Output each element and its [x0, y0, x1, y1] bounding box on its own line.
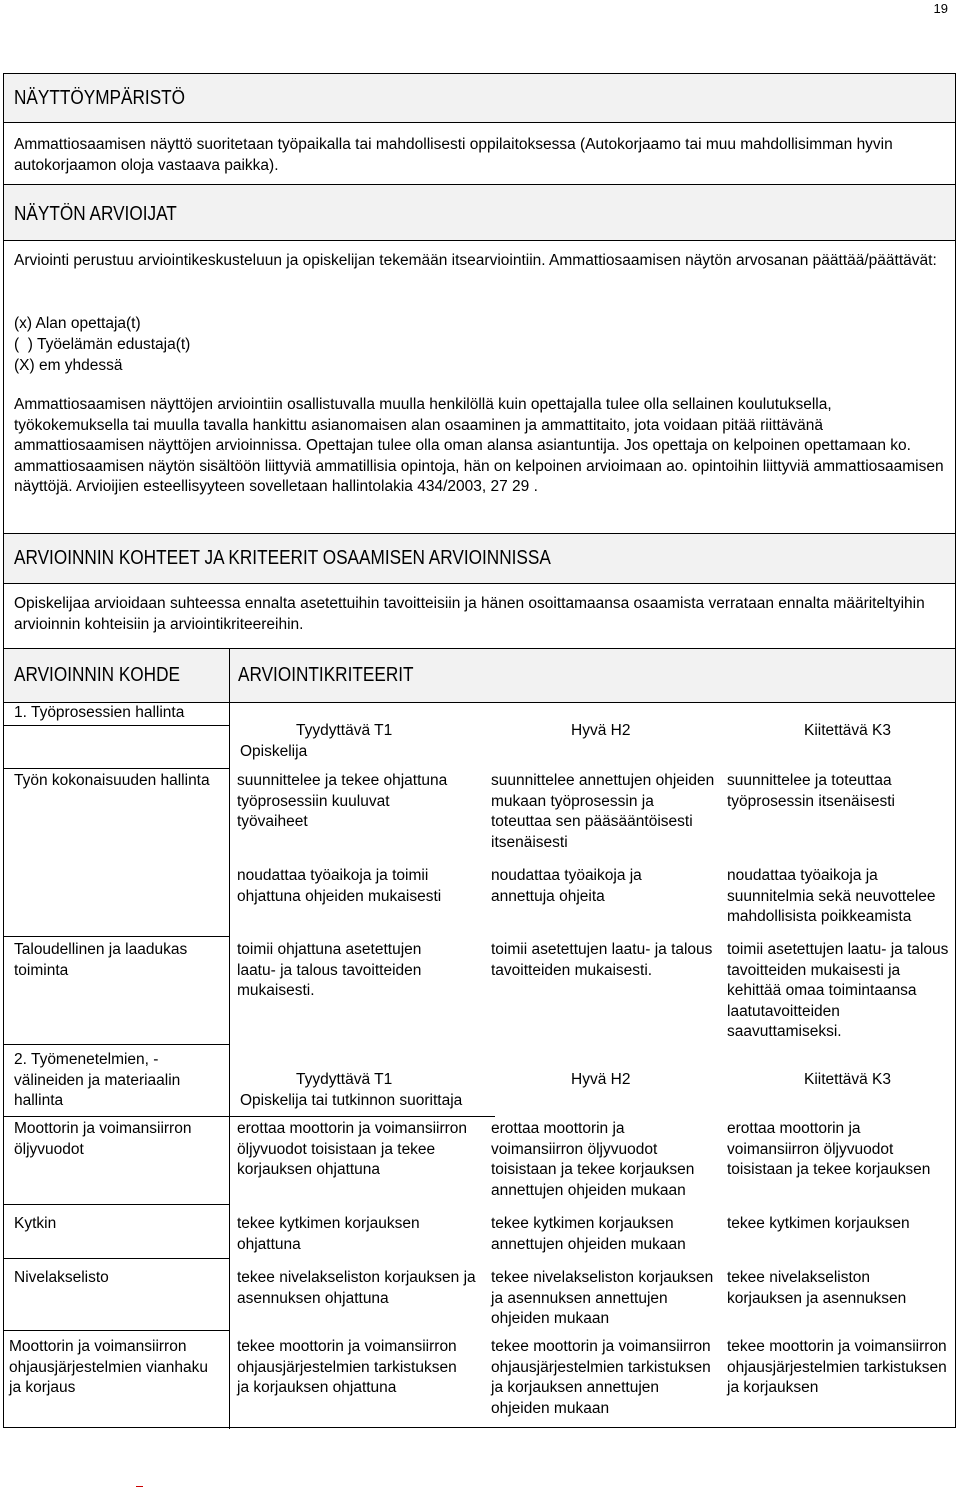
assessors-text-2: Ammattiosaamisen näyttöjen arviointiin osallistuvalla muulla henkilöllä kuin opettajalla tulee olla sellainen koulutuksella, työkokemuksella tai muulla tavalla hankittu asianomaisen alan osaaminen ja ammattitaito, jota voidaan pitää riittävänä ammattiosaamisen näyttöjen arvioinnissa. Opettajan tulee olla oman alansa asiantuntija. Jos opettaja on kelpoinen opettamaan ko. ammattiosaamisen näytön sisältöön liittyviä ammatillisia opintoja, hän on kelpoinen arvioimaan ao. opintoihin liittyviä ammattiosaamisen näyttöjä. Arvioijien esteellisyyteen sovelletaan hallintolakia 434/2003, 27 29 . [14, 396, 944, 496]
subject-label: Opiskelija tai tutkinnon suorittaja [240, 1092, 463, 1109]
criteria-k3: tekee moottorin ja voimansiirron ohjausjärjestelmien tarkistuksen ja korjauksen [727, 1338, 947, 1397]
criteria-k3: toimii asetettujen laatu- ja talous tavoitteiden mukaisesti ja kehittää omaa toimintaansa laatutavoitteiden saavuttamiseksi. [727, 941, 949, 1041]
criteria-t1: tekee kytkimen korjauksen ohjattuna [237, 1215, 420, 1253]
assessor-option-worklife: ( ) Työelämän edustaja(t) [14, 336, 191, 353]
targets-text: Opiskelijaa arvioidaan suhteessa ennalta asetettuihin tavoitteisiin ja hänen osoittamaansa osaamista verrataan ennalta määriteltyihin arvioinnin kohteisiin ja arviointikriteereihin. [14, 595, 925, 633]
table-subject-divider [229, 1116, 495, 1117]
criteria-h2: suunnittelee annettujen ohjeiden mukaan työprosessin ja toteuttaa sen pääsääntöisesti itsenäisesti [491, 772, 715, 851]
table-row-divider [4, 1116, 229, 1117]
criteria-h2: erottaa moottorin ja voimansiirron öljyvuodot toisistaan ja tekee korjauksen annettujen ohjeiden mukaan [491, 1120, 695, 1199]
grade-k3: Kiitettävä K3 [804, 722, 892, 739]
table-header-target: ARVIOINNIN KOHDE [14, 664, 180, 686]
criteria-k3: noudattaa työaikoja ja suunnitelmia sekä neuvottelee mahdollisista poikkeamista [727, 867, 936, 926]
criteria-k3: tekee nivelakseliston korjauksen ja asennuksen [727, 1269, 907, 1307]
criteria-t1: erottaa moottorin ja voimansiirron öljyvuodot toisistaan ja tekee korjauksen ohjattuna [237, 1120, 468, 1179]
criteria-k3: erottaa moottorin ja voimansiirron öljyvuodot toisistaan ja tekee korjauksen [727, 1120, 931, 1179]
criteria-t1: tekee nivelakseliston korjauksen ja asennuksen ohjattuna [237, 1269, 476, 1307]
environment-text: Ammattiosaamisen näyttö suoritetaan työpaikalla tai mahdollisesti oppilaitoksessa (Autokorjaamo tai muu mahdollisimman hyvin autokorjaamon oloja vastaava paikka). [14, 136, 893, 174]
criteria-k3: tekee kytkimen korjauksen [727, 1215, 910, 1232]
assessors-text: Arviointi perustuu arviointikeskusteluun ja opiskelijan tekemään itsearviointiin. Ammattiosaamisen näytön arvosanan päättää/päättävät: [14, 252, 937, 269]
target-control-systems: Moottorin ja voimansiirron ohjausjärjestelmien vianhaku ja korjaus [9, 1338, 209, 1397]
grade-t1: Tyydyttävä T1 [296, 1071, 393, 1088]
table-row-divider [4, 1044, 229, 1045]
criteria-t1: suunnittelee ja tekee ohjattuna työprosessiin kuuluvat työvaiheet [237, 772, 448, 831]
heading-targets: ARVIOINNIN KOHTEET JA KRITEERIT OSAAMISEN ARVIOINNISSA [14, 547, 551, 569]
table-row-divider [4, 936, 229, 937]
document-frame [3, 73, 956, 1428]
target-quality: Taloudellinen ja laadukas toiminta [14, 941, 188, 979]
criteria-k3: suunnittelee ja toteuttaa työprosessin itsenäisesti [727, 772, 895, 810]
criteria-t1: noudattaa työaikoja ja toimii ohjattuna ohjeiden mukaisesti [237, 867, 442, 905]
grade-t1: Tyydyttävä T1 [296, 722, 393, 739]
table-row-divider [4, 725, 229, 726]
grade-k3: Kiitettävä K3 [804, 1071, 892, 1088]
table-row-divider [4, 1258, 229, 1259]
heading-assessors: NÄYTÖN ARVIOIJAT [14, 203, 177, 225]
table-header-criteria: ARVIOINTIKRITEERIT [238, 664, 414, 686]
table-column-divider [229, 648, 230, 1429]
criteria-h2: noudattaa työaikoja ja annettuja ohjeita [491, 867, 642, 905]
target-clutch: Kytkin [14, 1215, 57, 1232]
table-row-divider [4, 768, 229, 769]
grade-h2: Hyvä H2 [571, 722, 631, 739]
grade-h2: Hyvä H2 [571, 1071, 631, 1088]
criteria-h2: tekee moottorin ja voimansiirron ohjausjärjestelmien tarkistuksen ja korjauksen annettujen ohjeiden mukaan [491, 1338, 711, 1417]
target-oil-leaks: Moottorin ja voimansiirron öljyvuodot [14, 1120, 192, 1158]
target-work-whole: Työn kokonaisuuden hallinta [14, 772, 210, 789]
assessor-option-together: (X) em yhdessä [14, 357, 123, 374]
footer-mark [136, 1486, 143, 1487]
group-1-title: 1. Työprosessien hallinta [14, 704, 185, 721]
criteria-h2: toimii asetettujen laatu- ja talous tavoitteiden mukaisesti. [491, 941, 713, 979]
heading-environment: NÄYTTÖYMPÄRISTÖ [14, 87, 186, 109]
subject-label: Opiskelija [240, 743, 308, 760]
table-row-divider [4, 1330, 229, 1331]
criteria-t1: toimii ohjattuna asetettujen laatu- ja talous tavoitteiden mukaisesti. [237, 941, 422, 1000]
criteria-h2: tekee nivelakseliston korjauksen ja asennuksen annettujen ohjeiden mukaan [491, 1269, 714, 1328]
criteria-h2: tekee kytkimen korjauksen annettujen ohjeiden mukaan [491, 1215, 686, 1253]
page-number: 19 [933, 1, 948, 16]
criteria-t1: tekee moottorin ja voimansiirron ohjausjärjestelmien tarkistuksen ja korjauksen ohjattuna [237, 1338, 457, 1397]
table-row-divider [4, 1204, 229, 1205]
target-driveshaft: Nivelakselisto [14, 1269, 109, 1286]
group-2-title: 2. Työmenetelmien, -välineiden ja materiaalin hallinta [14, 1051, 181, 1110]
assessor-option-teacher: (x) Alan opettaja(t) [14, 315, 141, 332]
